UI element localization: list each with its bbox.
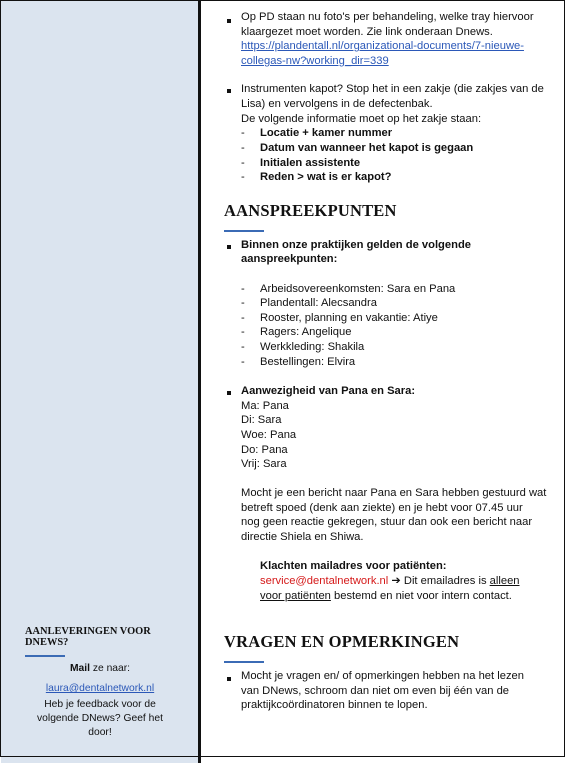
list-item: Reden > wat is er kapot? — [260, 171, 392, 183]
pd-text: Op PD staan nu foto's per behandeling, welke tray hiervoor — [241, 11, 534, 23]
instruments-text: Instrumenten kapot? Stop het in een zakje (die zakjes van de — [241, 83, 544, 95]
sidebar-title-underline — [25, 655, 65, 657]
complaints-alleen: alleen — [489, 575, 520, 587]
heading-underline — [224, 230, 264, 232]
sidebar-panel — [1, 0, 198, 763]
urgent-text: betreft spoed (denk aan ziekte) en je hebt voor 07.45 uur — [241, 502, 523, 514]
contact-item: Rooster, planning en vakantie: Atiye — [260, 312, 438, 324]
list-dash: - — [241, 356, 245, 368]
presence-day: Woe: Pana — [241, 429, 297, 441]
bullet — [227, 245, 231, 249]
heading-underline — [224, 661, 264, 663]
vragen-text: van DNews, schroom dan niet om even bij één van de — [241, 685, 510, 697]
vragen-text: Mocht je vragen en/ of opmerkingen hebben na het lezen — [241, 670, 524, 682]
contact-item: Ragers: Angelique — [260, 326, 352, 338]
list-dash: - — [241, 157, 245, 169]
sidebar-mail-bold: Mail — [69, 663, 90, 674]
list-dash: - — [241, 283, 245, 295]
section-heading-aanspreekpunten: AANSPREEKPUNTEN — [224, 201, 397, 220]
urgent-text: nog geen reactie gekregen, stuur dan ook een bericht naar — [241, 516, 533, 528]
sidebar-email-link[interactable]: laura@dentalnetwork.nl — [45, 683, 155, 694]
urgent-text: directie Shiela en Shiwa. — [241, 531, 364, 543]
column-divider — [198, 0, 201, 763]
complaints-voor: voor patiënten — [260, 590, 331, 602]
list-dash: - — [241, 297, 245, 309]
contact-item: Werkkleding: Shakila — [260, 341, 365, 353]
plandentall-link[interactable]: https://plandentall.nl/organizational-documents/7-nieuwe- — [241, 40, 524, 52]
instruments-text: Lisa) en vervolgens in de defectenbak. — [241, 98, 433, 110]
list-item: Initialen assistente — [260, 157, 361, 169]
complaints-text: bestemd en niet voor intern contact. — [330, 590, 512, 602]
section-heading-vragen: VRAGEN EN OPMERKINGEN — [224, 632, 460, 651]
list-dash: - — [241, 127, 245, 139]
complaints-email[interactable]: service@dentalnetwork.nl — [260, 575, 389, 587]
complaints-text: Dit emailadres is — [400, 575, 490, 587]
sidebar-feedback: door! — [88, 727, 112, 738]
complaints-line — [260, 574, 520, 589]
vragen-text: praktijkcoördinatoren binnen te lopen. — [241, 699, 428, 711]
list-dash: - — [241, 326, 245, 338]
list-dash: - — [241, 312, 245, 324]
contact-item: Arbeidsovereenkomsten: Sara en Pana — [260, 283, 456, 295]
sidebar-feedback: volgende DNews? Geef het — [37, 713, 163, 724]
plandentall-link[interactable]: collegas-nw?working_dir=339 — [241, 55, 389, 67]
sidebar-mail-line — [20, 662, 180, 676]
arrow-right-icon: ➔ — [391, 575, 401, 587]
sidebar-feedback: Heb je feedback voor de — [44, 699, 156, 710]
presence-day: Di: Sara — [241, 414, 282, 426]
list-item: Locatie + kamer nummer — [260, 127, 393, 139]
presence-day: Ma: Pana — [241, 400, 289, 412]
list-dash: - — [241, 142, 245, 154]
bullet — [227, 391, 231, 395]
bullet — [227, 19, 231, 23]
presence-title: Aanwezigheid van Pana en Sara: — [241, 385, 416, 397]
aanspreek-intro: Binnen onze praktijken gelden de volgende — [241, 239, 472, 251]
bullet — [227, 89, 231, 93]
bullet — [227, 677, 231, 681]
list-item: Datum van wanneer het kapot is gegaan — [260, 142, 474, 154]
list-dash: - — [241, 341, 245, 353]
presence-day: Do: Pana — [241, 444, 288, 456]
urgent-text: Mocht je een bericht naar Pana en Sara hebben gestuurd wat — [241, 487, 547, 499]
presence-day: Vrij: Sara — [241, 458, 287, 470]
pd-text: klaargezet moet worden. Zie link onderaan Dnews. — [241, 26, 493, 38]
list-dash: - — [241, 171, 245, 183]
instruments-text: De volgende informatie moet op het zakje staan: — [241, 113, 482, 125]
complaints-line-2 — [260, 589, 512, 604]
sidebar-mail-rest: ze naar: — [89, 663, 131, 674]
contact-item: Bestellingen: Elvira — [260, 356, 356, 368]
sidebar-title: AANLEVERINGEN VOOR DNEWS? — [25, 626, 151, 648]
complaints-title: Klachten mailadres voor patiënten: — [260, 560, 447, 572]
aanspreek-intro: aanspreekpunten: — [241, 253, 338, 265]
contact-item: Plandentall: Alecsandra — [260, 297, 377, 309]
